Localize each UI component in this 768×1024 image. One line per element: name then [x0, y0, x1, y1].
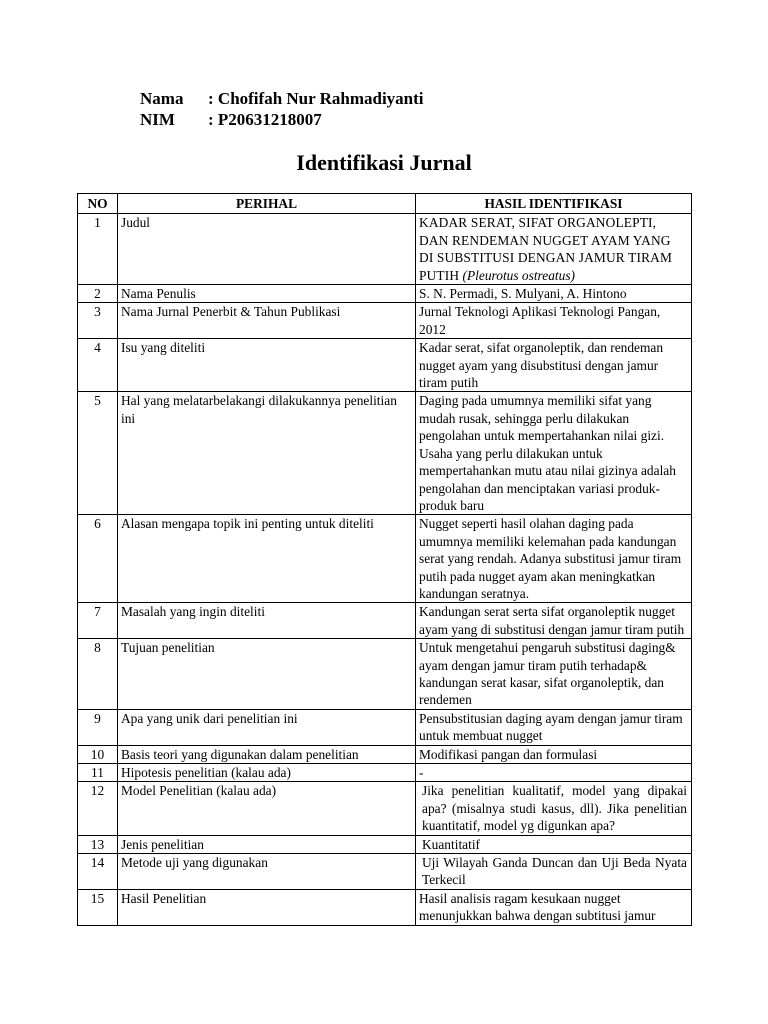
row-hasil	[416, 214, 692, 285]
row-hasil: Nugget seperti hasil olahan daging pada umumnya memiliki kelemahan pada kandungan serat yang rendah. Adanya substitusi jamur tiram putih pada nugget ayam akan meningkatkan kandungan seratnya.	[416, 515, 692, 603]
nim-value: : P20631218007	[208, 110, 322, 129]
row-number: 10	[78, 745, 118, 763]
row-hasil-latin: (Pleurotus ostreatus)	[462, 267, 575, 283]
nama-row	[140, 88, 424, 109]
row-perihal: Judul	[118, 214, 416, 285]
row-hasil: Uji Wilayah Ganda Duncan dan Uji Beda Nyata Terkecil	[416, 854, 692, 890]
row-perihal: Masalah yang ingin diteliti	[118, 603, 416, 639]
column-header-perihal: PERIHAL	[118, 194, 416, 214]
row-number: 13	[78, 835, 118, 853]
row-hasil: Untuk mengetahui pengaruh substitusi daging& ayam dengan jamur tiram putih terhadap& kandungan serat kasar, sifat organoleptik, dan rendemen	[416, 639, 692, 710]
row-perihal: Model Penelitian (kalau ada)	[118, 782, 416, 835]
table-row	[78, 835, 692, 853]
row-number: 9	[78, 709, 118, 745]
row-hasil: -	[416, 764, 692, 782]
nama-label: Nama	[140, 89, 184, 108]
row-number: 12	[78, 782, 118, 835]
row-perihal: Hal yang melatarbelakangi dilakukannya penelitian ini	[118, 392, 416, 515]
page-title: Identifikasi Jurnal	[296, 150, 472, 175]
table-row	[78, 889, 692, 925]
row-number: 6	[78, 515, 118, 603]
table-row	[78, 303, 692, 339]
table-row	[78, 745, 692, 763]
row-perihal: Nama Jurnal Penerbit & Tahun Publikasi	[118, 303, 416, 339]
row-number: 1	[78, 214, 118, 285]
row-number: 4	[78, 339, 118, 392]
table-row	[78, 392, 692, 515]
row-perihal: Tujuan penelitian	[118, 639, 416, 710]
table-row	[78, 782, 692, 835]
row-number: 3	[78, 303, 118, 339]
row-perihal: Isu yang diteliti	[118, 339, 416, 392]
row-perihal: Jenis penelitian	[118, 835, 416, 853]
row-number: 15	[78, 889, 118, 925]
row-hasil: Jika penelitian kualitatif, model yang dipakai apa? (misalnya studi kasus, dll). Jika penelitian kuantitatif, model yg digunkan apa?	[416, 782, 692, 835]
row-perihal: Hasil Penelitian	[118, 889, 416, 925]
row-hasil: Kadar serat, sifat organoleptik, dan rendeman nugget ayam yang disubstitusi dengan jamur tiram putih	[416, 339, 692, 392]
table-row	[78, 603, 692, 639]
row-number: 8	[78, 639, 118, 710]
table-row	[78, 339, 692, 392]
row-hasil: Kuantitatif	[416, 835, 692, 853]
table-row	[78, 764, 692, 782]
student-info	[140, 88, 424, 130]
table-row	[78, 639, 692, 710]
table-row	[78, 214, 692, 285]
row-hasil: Daging pada umumnya memiliki sifat yang mudah rusak, sehingga perlu dilakukan pengolahan untuk mempertahankan nilai gizi. Usaha yang perlu dilakukan untuk mempertahankan mutu atau nilai gizinya adalah pengolahan dan menciptakan variasi produk- produk baru	[416, 392, 692, 515]
table-row	[78, 285, 692, 303]
nim-row	[140, 109, 424, 130]
column-header-hasil: HASIL IDENTIFIKASI	[416, 194, 692, 214]
table-row	[78, 515, 692, 603]
row-number: 2	[78, 285, 118, 303]
table-row	[78, 854, 692, 890]
row-number: 5	[78, 392, 118, 515]
row-hasil: Kandungan serat serta sifat organoleptik nugget ayam yang di substitusi dengan jamur tiram putih	[416, 603, 692, 639]
row-perihal: Nama Penulis	[118, 285, 416, 303]
row-number: 11	[78, 764, 118, 782]
row-perihal: Metode uji yang digunakan	[118, 854, 416, 890]
column-header-no: NO	[78, 194, 118, 214]
row-hasil: Hasil analisis ragam kesukaan nugget menunjukkan bahwa dengan subtitusi jamur	[416, 889, 692, 925]
row-hasil: Modifikasi pangan dan formulasi	[416, 745, 692, 763]
row-number: 14	[78, 854, 118, 890]
nim-label: NIM	[140, 110, 175, 129]
nama-value: : Chofifah Nur Rahmadiyanti	[208, 89, 424, 108]
table-row	[78, 709, 692, 745]
row-hasil: Pensubstitusian daging ayam dengan jamur tiram untuk membuat nugget	[416, 709, 692, 745]
row-perihal: Basis teori yang digunakan dalam penelitian	[118, 745, 416, 763]
identification-table	[77, 193, 692, 926]
row-number: 7	[78, 603, 118, 639]
row-perihal: Alasan mengapa topik ini penting untuk diteliti	[118, 515, 416, 603]
row-hasil: Jurnal Teknologi Aplikasi Teknologi Pangan, 2012	[416, 303, 692, 339]
row-hasil-text: KADAR SERAT, SIFAT ORGANOLEPTI, DAN RENDEMAN NUGGET AYAM YANG DI SUBSTITUSI DENGAN JAMUR TIRAM PUTIH	[419, 215, 673, 283]
row-hasil: S. N. Permadi, S. Mulyani, A. Hintono	[416, 285, 692, 303]
row-perihal: Apa yang unik dari penelitian ini	[118, 709, 416, 745]
table-header-row	[78, 194, 692, 214]
row-perihal: Hipotesis penelitian (kalau ada)	[118, 764, 416, 782]
